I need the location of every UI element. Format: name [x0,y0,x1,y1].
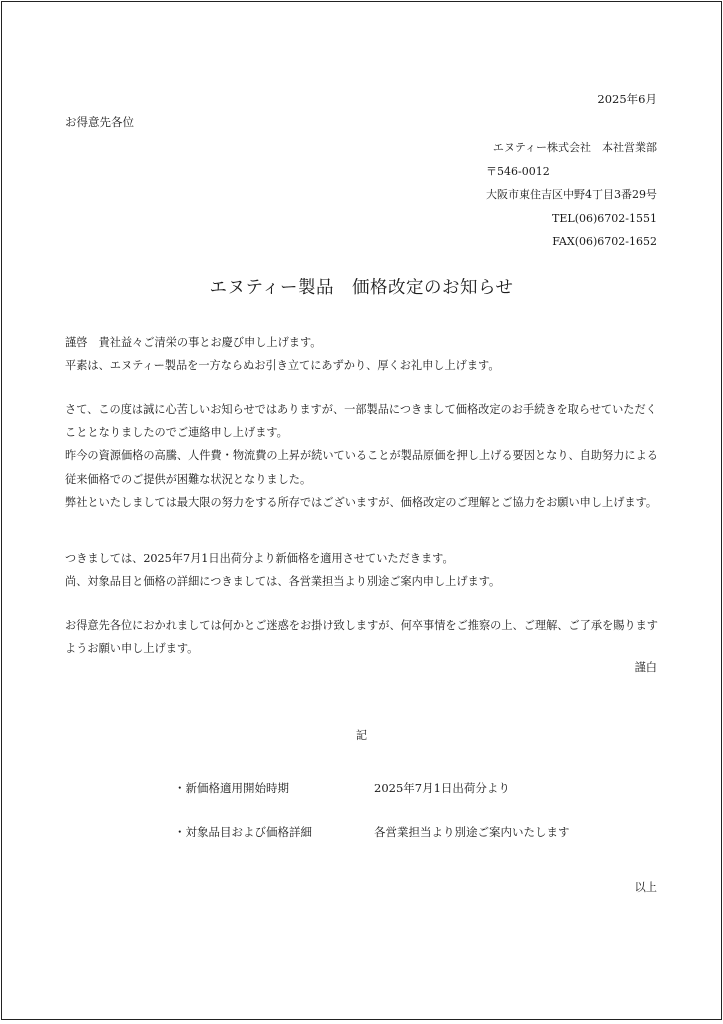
paragraph-details: 尚、対象品目と価格の詳細につきましては、各営業担当より別途ご案内申し上げます。 [65,575,501,589]
sender-block [486,136,657,254]
paragraph-request: 弊社といたしましては最大限の努力をする所存ではございますが、価格改定のご理解とご協力をお願い申し上げます。 [65,495,658,509]
end-mark: 以上 [634,881,657,894]
notice-heading: 記 [355,729,368,742]
notice-item-value: 各営業担当より別途ご案内いたします [374,825,570,839]
greeting-section [65,331,665,377]
paragraph-reason: 昨今の資源価格の高騰、人件費・物流費の上昇が続いていることが製品原価を押し上げる要因となり、自助努力による従来価格でのご提供が困難な状況となりました。 [65,449,658,486]
schedule-section [65,547,665,593]
sender-fax: FAX(06)6702-1652 [552,235,657,248]
notice-item-label: ・対象品目および価格詳細 [174,825,312,839]
sender-postal-code: 〒546-0012 [486,164,550,178]
sender-company: エヌティー株式会社 本社営業部 [492,141,657,154]
greeting-line-1: 謹啓 貴社益々ご清栄の事とお慶び申し上げます。 [65,336,322,349]
paragraph-effective-date: つきましては、2025年7月1日出荷分より新価格を適用させていただきます。 [65,552,454,565]
notice-item-label: ・新価格適用開始時期 [174,781,289,795]
notice-item-value: 2025年7月1日出荷分より [374,781,510,795]
document-page [1,1,722,1020]
document-title: エヌティー製品 価格改定のお知らせ [209,278,514,298]
main-section [65,398,665,514]
apology-section [65,614,665,660]
issue-date: 2025年6月 [597,92,657,106]
paragraph-announcement: さて、この度は誠に心苦しいお知らせではありますが、一部製品につきまして価格改定のお手続きを取らせていただくこととなりましたのでご連絡申し上げます。 [65,403,657,440]
greeting-line-2: 平素は、エヌティー製品を一方ならぬお引き立てにあずかり、厚くお礼申し上げます。 [65,359,500,373]
paragraph-apology: お得意先各位におかれましては何かとご迷惑をお掛け致しますが、何卒事情をご推察の上、ご理解、ご了承を賜りますようお願い申し上げます。 [65,619,658,656]
sender-tel: TEL(06)6702-1551 [552,211,657,225]
recipient: お得意先各位 [65,115,134,129]
closing-word: 謹白 [634,661,657,674]
sender-address: 大阪市東住吉区中野4丁目3番29号 [486,188,657,201]
